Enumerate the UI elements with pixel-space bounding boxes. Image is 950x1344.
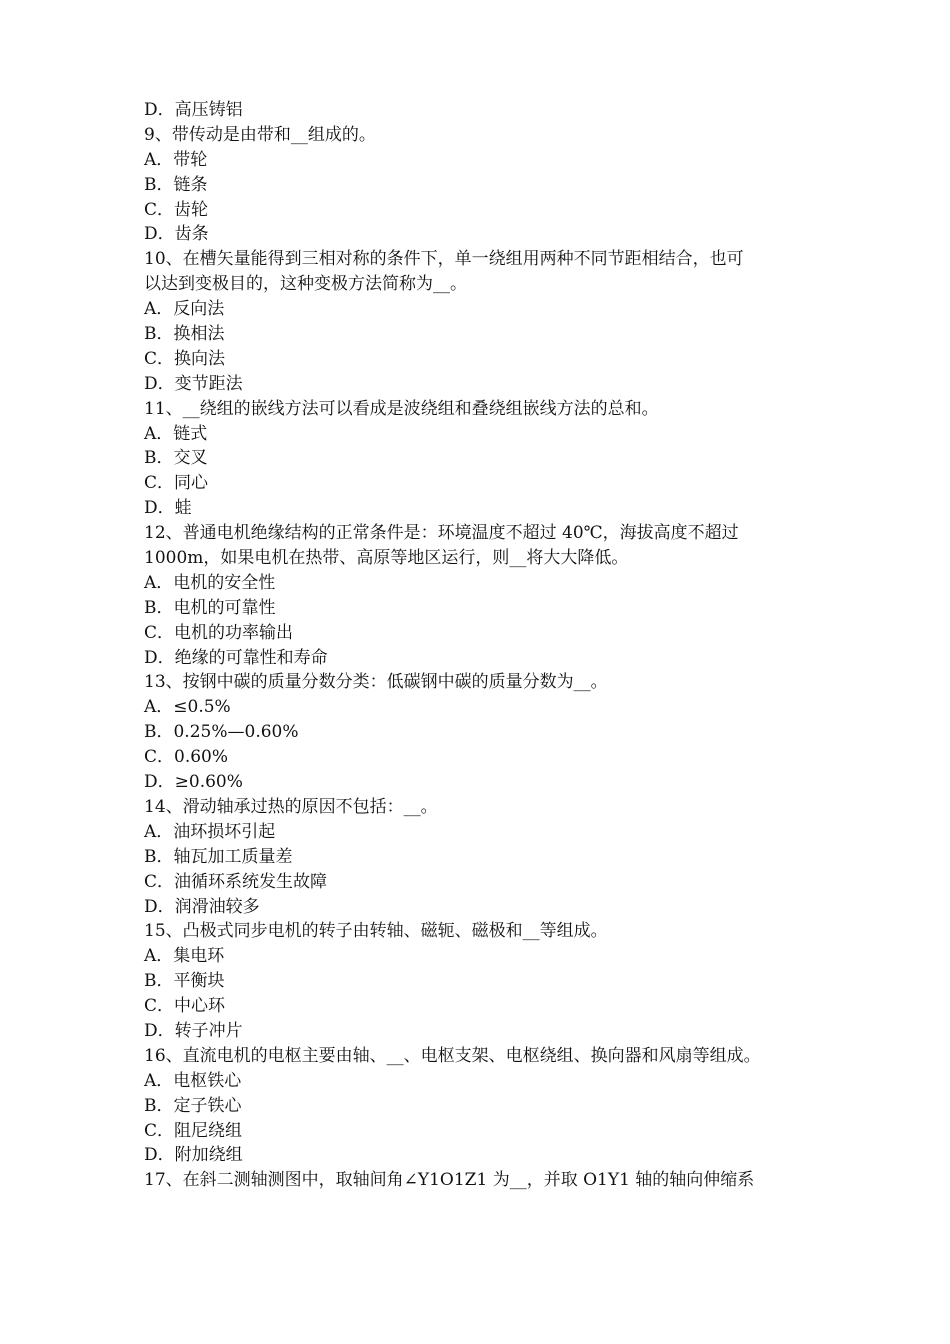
text-line: A．电枢铁心 — [144, 1070, 242, 1091]
text-line: 12、普通电机绝缘结构的正常条件是：环境温度不超过 40℃，海拔高度不超过 — [144, 523, 739, 544]
text-line: D．润滑油较多 — [144, 896, 260, 917]
text-line: C．换向法 — [144, 348, 226, 369]
text-line: D．≥0.60% — [144, 772, 243, 793]
document-body — [144, 98, 814, 1193]
text-line: B．平衡块 — [144, 971, 225, 992]
text-line: 11、__绕组的嵌线方法可以看成是波绕组和叠绕组嵌线方法的总和。 — [144, 398, 659, 419]
text-line: 1000m，如果电机在热带、高原等地区运行，则__将大大降低。 — [144, 548, 629, 569]
text-line: 16、直流电机的电枢主要由轴、__、电枢支架、电枢绕组、换向器和风扇等组成。 — [144, 1045, 761, 1066]
text-line: 15、凸极式同步电机的转子由转轴、磁轭、磁极和__等组成。 — [144, 921, 608, 942]
text-line: 17、在斜二测轴测图中，取轴间角∠Y1O1Z1 为__，并取 O1Y1 轴的轴向伸缩系 — [144, 1170, 755, 1191]
text-line: D．高压铸铝 — [144, 100, 243, 120]
text-line: D．齿条 — [144, 224, 209, 245]
text-line: C．电机的功率输出 — [144, 622, 294, 643]
text-line: B．交叉 — [144, 448, 208, 469]
text-line: C．齿轮 — [144, 199, 209, 220]
text-line: B．轴瓦加工质量差 — [144, 846, 293, 867]
text-line: C．同心 — [144, 473, 209, 494]
text-line: A．反向法 — [144, 299, 225, 320]
text-line: C．阻尼绕组 — [144, 1120, 243, 1141]
text-line: B．换相法 — [144, 324, 225, 345]
text-line: B．0.25%—0.60% — [144, 722, 299, 743]
text-line: 14、滑动轴承过热的原因不包括：__。 — [144, 796, 438, 817]
text-line: 9、带传动是由带和__组成的。 — [144, 124, 376, 145]
text-line: C．油循环系统发生故障 — [144, 871, 328, 892]
text-line: 以达到变极目的，这种变极方法简称为__。 — [144, 274, 467, 295]
text-line: D．蛙 — [144, 498, 192, 519]
text-line: A．≤0.5% — [144, 697, 231, 718]
text-line: B．链条 — [144, 174, 208, 195]
text-line: D．附加绕组 — [144, 1145, 243, 1166]
text-line: D．绝缘的可靠性和寿命 — [144, 647, 328, 668]
text-line: A．链式 — [144, 423, 208, 444]
text-line: C．中心环 — [144, 996, 226, 1017]
text-line: A．油环损坏引起 — [144, 821, 276, 842]
text-line: D．变节距法 — [144, 373, 243, 394]
text-line: 10、在槽矢量能得到三相对称的条件下，单一绕组用两种不同节距相结合，也可 — [144, 249, 744, 270]
text-line: D．转子冲片 — [144, 1020, 243, 1041]
text-line: B．定子铁心 — [144, 1095, 242, 1116]
text-line: A．电机的安全性 — [144, 572, 276, 593]
text-line: A．集电环 — [144, 946, 225, 967]
text-line: 13、按钢中碳的质量分数分类：低碳钢中碳的质量分数为__。 — [144, 672, 608, 693]
text-line: A．带轮 — [144, 149, 208, 170]
text-line: C．0.60% — [144, 747, 229, 768]
text-line: B．电机的可靠性 — [144, 597, 276, 618]
